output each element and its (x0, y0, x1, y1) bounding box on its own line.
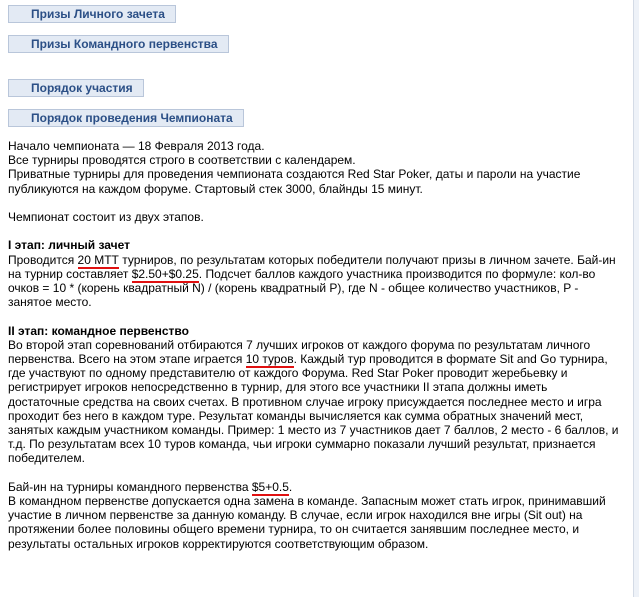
stage2-line-3: где участвуют по одному представителю от каждого Форума. Red Star Poker проводит жеребьевку и (8, 366, 568, 381)
intro-line-stack-blinds: публикуются на каждом форуме. Стартовый стек 3000, блайнды 15 минут. (8, 181, 423, 196)
stage1-line-2: на турнир составляет $2.50+$0.25. Подсчет баллов каждого участника производится по формуле: кол-во (8, 266, 596, 281)
nav-button-personal-prizes[interactable]: Призы Личного зачета (8, 5, 176, 23)
stage1-line-4: занятое место. (8, 295, 92, 310)
stage2-line-7: занятых каждым участником команды. Пример: 1 место из 7 участников дает 7 баллов, 2 место - 6 баллов, и (8, 423, 619, 438)
stage2-line-2: первенства. Всего на этом этапе играется 10 туров. Каждый тур проводится в формате Sit and Go турнира, (8, 352, 608, 366)
stage2-tour-count: 10 туров (245, 352, 294, 366)
stage1-buyin: $2.50+$0.25 (131, 266, 199, 281)
intro-line-private-tournaments: Приватные турниры для проведения чемпионата создаются Red Star Poker, даты и пароли на участие (8, 167, 581, 182)
intro-line-start-date: Начало чемпионата — 18 Февраля 2013 года. (8, 139, 265, 153)
stage2-line-1: Во второй этап соревнований отбираются 7 лучших игроков от каждого форума по результатам личного (8, 337, 591, 352)
stage1-line-3: очков = 10 * (корень квадратный N) / (корень квадратный P), где N - общее количество участников, P - (8, 281, 579, 295)
nav-button-participation-rules[interactable]: Порядок участия (8, 79, 144, 97)
stage2-line-6: проходит без него в каждом туре. Результат команды вычисляется как сумма обратных значений мест, (8, 408, 584, 423)
stage2-line-4: регистрирует игроков непосредственно в турнир, для этого все участники II этапа должны иметь (8, 380, 548, 395)
stage2-replacement-line-2: участие в личном первенстве за данную команду. В случае, если игрок находился вне игры (Sit out) на (8, 508, 583, 523)
stage2-line-9: победителем. (8, 451, 85, 466)
stage2-line-8: т.д. По результатам всех 10 туров команда, чьи игроки суммарно показали лучший результат, признается (8, 437, 596, 452)
nav-button-championship-procedure[interactable]: Порядок проведения Чемпионата (8, 109, 244, 127)
stage2-replacement-line-4: результаты остальных игроков корректируются соответствующим образом. (8, 536, 429, 551)
stage2-line-5: достаточные средства на своих счетах. В противном случае игроку присуждается последнее место и игра (8, 394, 602, 409)
stage2-buyin-line: Бай-ин на турниры командного первенства $5+0.5. (8, 479, 293, 494)
stage2-buyin: $5+0.5 (251, 479, 289, 494)
nav-button-team-prizes[interactable]: Призы Командного первенства (8, 35, 229, 53)
intro-line-two-stages: Чемпионат состоит из двух этапов. (8, 210, 204, 224)
page-right-border (633, 0, 639, 597)
stage1-heading: I этап: личный зачет (8, 238, 130, 253)
stage1-tournament-count: 20 МТТ (77, 252, 119, 267)
stage2-heading: II этап: командное первенство (8, 323, 189, 338)
championship-rules-text (8, 139, 628, 551)
stage2-replacement-line-1: В командном первенстве допускается одна замена в команде. Запасным может стать игрок, принимавший (8, 494, 606, 509)
stage2-replacement-line-3: протяжении более половины общего времени турнира, то он считается занявшим последнее место, и (8, 522, 580, 537)
stage1-line-1: Проводится 20 МТТ турниров, по результатам которых победители получают призы в личном зачете. Бай-ин (8, 252, 616, 267)
intro-line-calendar: Все турниры проводятся строго в соответствии с календарем. (8, 153, 356, 168)
